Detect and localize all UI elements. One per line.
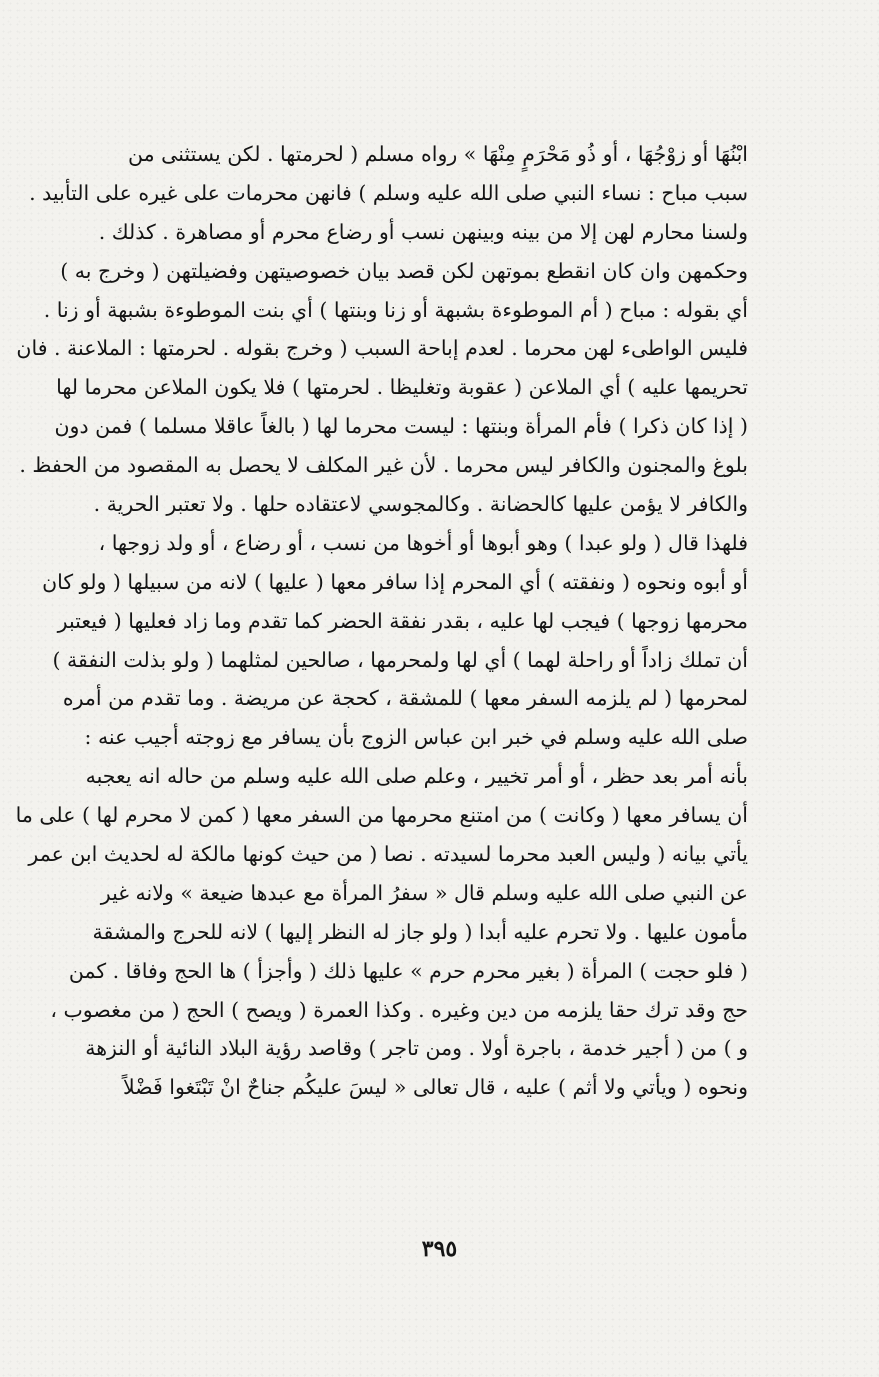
page-number: ٣٩٥ — [421, 1236, 458, 1262]
text-line: ( إذا كان ذكرا ) فأم المرأة وبنتها : ليست محرما لها ( بالغاً عاقلا مسلما ) فمن دون — [54, 414, 748, 439]
text-line: تحريمها عليه ) أي الملاعن ( عقوبة وتغليظا . لحرمتها ) فلا يكون الملاعن محرما لها — [56, 375, 748, 400]
text-line: أو أبوه ونحوه ( ونفقته ) أي المحرم إذا سافر معها ( عليها ) لانه من سبيلها ( ولو كان — [42, 569, 748, 594]
text-line: و ) من ( أجير خدمة ، باجرة أولا . ومن تاجر ) وقاصد رؤية البلاد النائية أو النزهة — [85, 1036, 748, 1061]
text-line: مأمون عليها . ولا تحرم عليه أبدا ( ولو جاز له النظر إليها ) لانه للحرج والمشقة — [92, 919, 748, 944]
text-line: فلهذا قال ( ولو عبدا ) وهو أبوها أو أخوها من نسب ، أو رضاع ، أو ولد زوجها ، — [98, 530, 748, 555]
text-line: ابْنُهَا أو زوْجُهَا ، أو ذُو مَحْرَمٍ مِنْهَا » رواه مسلم ( لحرمتها . لكن يستثنى من — [128, 142, 748, 166]
text-line: يأتي بيانه ( وليس العبد محرما لسيدته . نصا ( من حيث كونها مالكة له لحديث ابن عمر — [28, 842, 748, 867]
text-line: وحكمهن وان كان انقطع بموتهن لكن قصد بيان خصوصيتهن وفضيلتهن ( وخرج به ) — [60, 258, 748, 283]
text-line: ولسنا محارم لهن إلا من بينه وبينهن نسب أو رضاع محرم أو مصاهرة . كذلك . — [98, 219, 748, 244]
text-line: لمحرمها ( لم يلزمه السفر معها ) للمشقة ، كحجة عن مريضة . وما تقدم من أمره — [62, 686, 748, 711]
text-line: أن تملك زاداً أو راحلة لهما ) أي لها ولمحرمها ، صالحين لمثلهما ( ولو بذلت النفقة ) — [52, 647, 748, 672]
body-text — [15, 135, 748, 1107]
text-line: سبب مباح : نساء النبي صلى الله عليه وسلم ) فانهن محرمات على غيره على التأبيد . — [29, 180, 748, 205]
text-line: فليس الواطىء لهن محرما . لعدم إباحة السبب ( وخرج بقوله . لحرمتها : الملاعنة . فان — [16, 336, 748, 361]
text-line: ونحوه ( ويأتي ولا أثم ) عليه ، قال تعالى « ليسَ عليكُم جناحٌ انْ تَبْتَغوا فَضْلاً — [122, 1075, 748, 1100]
text-line: أن يسافر معها ( وكانت ) من امتنع محرمها من السفر معها ( كمن لا محرم لها ) على ما — [15, 803, 748, 828]
text-line: أي بقوله : مباح ( أم الموطوءة بشبهة أو زنا وبنتها ) أي بنت الموطوءة بشبهة أو زنا . — [43, 297, 748, 322]
text-line: عن النبي صلى الله عليه وسلم قال « سفرُ المرأة مع عبدها ضيعة » ولانه غير — [100, 880, 748, 905]
text-line: محرمها زوجها ) فيجب لها عليه ، بقدر نفقة الحضر كما تقدم وما زاد فعليها ( فيعتبر — [57, 608, 748, 633]
text-line: حج وقد ترك حقا يلزمه من دين وغيره . وكذا العمرة ( ويصح ) الحج ( من مغصوب ، — [50, 997, 748, 1022]
text-line: والكافر لا يؤمن عليها كالحضانة . وكالمجوسي لاعتقاده حلها . ولا تعتبر الحرية . — [93, 492, 748, 517]
text-line: بأنه أمر بعد حظر ، أو أمر تخيير ، وعلم صلى الله عليه وسلم من حاله انه يعجبه — [85, 764, 748, 789]
text-line: ( فلو حجت ) المرأة ( بغير محرم حرم » عليها ذلك ( وأجزأ ) ها الحج وفاقا . كمن — [68, 958, 748, 983]
text-line: صلى الله عليه وسلم في خبر ابن عباس الزوج بأن يسافر مع زوجته أجيب عنه : — [84, 725, 748, 750]
text-line: بلوغ والمجنون والكافر ليس محرما . لأن غير المكلف لا يحصل به المقصود من الحفظ . — [19, 453, 748, 478]
